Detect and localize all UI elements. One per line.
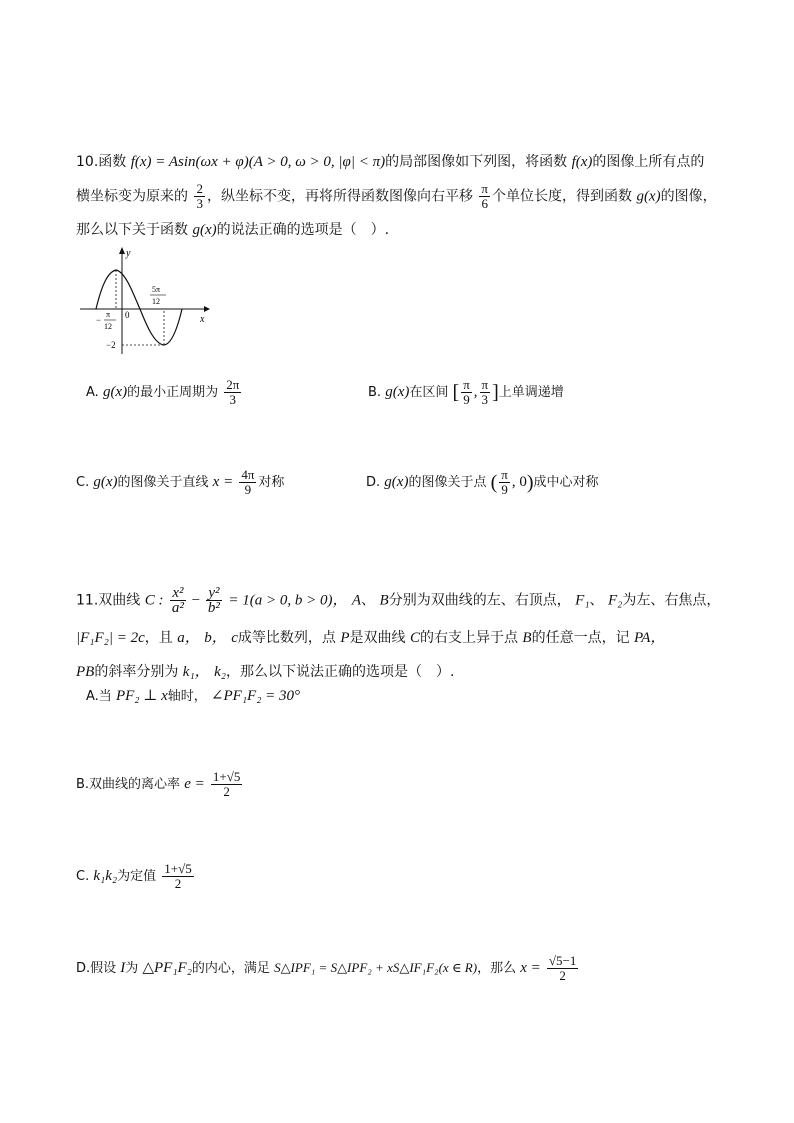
frac-num: 4π — [241, 467, 255, 482]
frac-den: 2 — [223, 784, 230, 799]
frac-num: 2π — [226, 377, 240, 392]
option-text: ，那么 — [477, 961, 517, 976]
frac-den: 3 — [481, 392, 489, 407]
option-text: 为 — [125, 961, 139, 976]
q10-gx: g(x) — [192, 222, 217, 238]
incenter-i: I — [120, 960, 126, 976]
q11-text: 是双曲线 — [349, 630, 406, 646]
triangle-expr: △PF₁F₂ — [142, 960, 192, 976]
area-equation: S△IPF₁ = S△IPF₂ + xS△IF₁F₂(x ∈ R) — [274, 960, 478, 975]
left-bracket: [ — [452, 381, 460, 404]
q11-text: ，那么以下说法正确的选项是（ ）. — [225, 664, 455, 680]
angle-expr: ∠PF₁F₂ = 30° — [210, 688, 301, 704]
frac-den: 9 — [501, 482, 508, 497]
origin-label: 0 — [125, 310, 130, 320]
option-label: B. — [368, 385, 382, 400]
option-label: C. — [76, 869, 90, 884]
q10-text: 的说法正确的选项是（ ）. — [216, 222, 390, 238]
eccentricity-eq: e = — [184, 776, 205, 792]
q11-line-3 — [76, 662, 454, 682]
curve-name: C : — [144, 592, 164, 609]
frac-num: π — [501, 467, 508, 482]
q10-function-expr: f(x) = Asin(ωx + φ)(A > 0, ω > 0, |φ| < π) — [130, 154, 386, 170]
point-p: P — [340, 630, 350, 646]
q10-text: 个单位长度，得到函数 — [491, 188, 632, 205]
fraction-golden — [162, 862, 193, 891]
q10-gx: g(x) — [636, 188, 661, 205]
frac-den: 3 — [229, 392, 237, 407]
q11-text: 的右支上异于点 — [419, 630, 518, 646]
line-pb: PB — [76, 664, 95, 680]
option-label: B.双曲线的离心率 — [76, 777, 181, 792]
q11-number: 11.双曲线 — [76, 592, 141, 609]
minus-sign: − — [187, 592, 204, 609]
sine-curve — [96, 270, 182, 345]
q10-gx: g(x) — [93, 474, 118, 490]
frac-den: 9 — [463, 392, 470, 407]
point-b: B — [522, 630, 532, 646]
q10-text: ，纵坐标不变，再将所得函数图像向右平移 — [206, 188, 473, 205]
q11-text: 分别为双曲线的左、右顶点， — [388, 592, 571, 609]
q10-sine-graph — [76, 244, 216, 356]
q10-option-c[interactable] — [76, 468, 284, 497]
q11-option-c[interactable] — [76, 862, 196, 891]
frac-num: 1+√5 — [212, 769, 241, 784]
right-bracket: ] — [492, 381, 499, 404]
right-tick-num: 5π — [152, 285, 161, 294]
frac-den: 6 — [481, 196, 488, 211]
frac-num: π — [481, 181, 488, 196]
fraction-pi-9 — [461, 378, 472, 407]
frac-num: π — [463, 377, 470, 392]
frac-den: a² — [171, 600, 184, 616]
q10-gx: g(x) — [102, 384, 128, 400]
x-label: x — [200, 314, 205, 325]
frac-den: 2 — [559, 968, 566, 983]
fraction-x2-a2 — [170, 586, 186, 615]
fraction-golden — [211, 770, 242, 799]
x-eq: x = — [520, 960, 541, 976]
q10-option-d[interactable] — [366, 468, 599, 497]
q10-number: 10.函数 — [76, 154, 127, 170]
point-b: B — [379, 592, 389, 609]
fraction-2pi-3 — [224, 378, 241, 407]
option-label: C. — [76, 475, 90, 490]
slope-k1: k₁， — [182, 664, 210, 680]
q10-text: 的图像上所有点的 — [592, 154, 705, 170]
left-paren: ( — [490, 471, 498, 494]
option-text: 成中心对称 — [533, 475, 599, 490]
point-tail: , 0 — [511, 474, 527, 490]
q11-option-b[interactable] — [76, 770, 244, 799]
q10-text: 的图像， — [660, 188, 717, 205]
q10-fx: f(x) — [571, 154, 593, 170]
frac-den: 2 — [174, 876, 182, 891]
q10-option-a[interactable] — [86, 378, 243, 407]
var-a: a， — [177, 630, 200, 646]
fraction-2-3 — [194, 182, 205, 211]
comma: , — [473, 384, 478, 400]
frac-den: b² — [207, 600, 220, 616]
option-text: 的最小正周期为 — [127, 385, 219, 400]
focus-f1: F₁ — [575, 592, 590, 609]
right-paren: ) — [526, 471, 534, 494]
q11-text: ，且 — [144, 630, 173, 646]
fraction-4pi-9 — [239, 468, 256, 497]
x-axis-arrow — [204, 306, 210, 312]
fraction-pi-9 — [499, 468, 510, 497]
equation-tail: = 1(a > 0, b > 0)， — [228, 592, 348, 609]
frac-num: √5−1 — [548, 953, 577, 968]
min-label: −2 — [106, 340, 116, 350]
separator: 、 — [589, 592, 604, 609]
y-axis-arrow — [119, 247, 125, 254]
var-c: c — [231, 630, 238, 646]
option-text: 对称 — [258, 475, 285, 490]
q10-text: 那么以下关于函数 — [76, 222, 188, 238]
option-label: A. — [86, 385, 99, 400]
option-text: 在区间 — [409, 385, 449, 400]
var-b: b， — [204, 630, 227, 646]
focal-distance-eq: |F₁F₂| = 2c — [76, 630, 145, 646]
left-tick-sign: − — [96, 315, 102, 325]
slope-product: k₁k₂ — [93, 868, 118, 884]
option-label: D. — [366, 475, 381, 490]
frac-num: x² — [170, 586, 186, 601]
q10-option-b[interactable] — [368, 378, 564, 407]
right-tick-den: 12 — [152, 297, 160, 306]
option-text: 的图像关于直线 — [117, 475, 209, 490]
q11-option-d[interactable] — [76, 954, 580, 983]
option-text: 上单调递增 — [498, 385, 564, 400]
equation-x: x = — [212, 474, 234, 490]
q10-line-1 — [76, 152, 704, 172]
q10-gx: g(x) — [385, 384, 410, 400]
q10-line-2 — [76, 182, 717, 211]
option-text: 的图像关于点 — [408, 475, 487, 490]
frac-num: π — [481, 377, 489, 392]
q11-text: 的斜率分别为 — [94, 664, 179, 680]
fraction-pi-6 — [479, 182, 490, 211]
q10-gx: g(x) — [384, 474, 409, 490]
separator: 、 — [361, 592, 376, 609]
y-label: y — [126, 248, 131, 259]
frac-num: 1+√5 — [164, 861, 192, 876]
q11-text: 为左、右焦点， — [622, 592, 721, 609]
perp-condition: PF₂ ⊥ x — [115, 688, 168, 704]
q11-option-a[interactable] — [86, 686, 300, 707]
option-text: 的内心，满足 — [191, 961, 270, 976]
fraction-root5-minus-1 — [547, 954, 578, 983]
frac-num: y² — [206, 586, 222, 601]
option-label: A.当 — [86, 689, 112, 704]
fraction-pi-3 — [480, 378, 491, 407]
fraction-y2-b2 — [206, 586, 222, 615]
q11-line-2 — [76, 628, 665, 648]
option-text: 轴时， — [167, 689, 207, 704]
q11-line-1 — [76, 586, 720, 615]
option-text: 为定值 — [117, 869, 157, 884]
frac-den: 9 — [244, 482, 252, 497]
q11-text: 的任意一点，记 — [531, 630, 630, 646]
q10-line-3 — [76, 220, 389, 240]
line-pa: PA， — [634, 630, 666, 646]
q10-text: 的局部图像如下列图，将函数 — [385, 154, 568, 170]
point-a: A — [351, 592, 362, 609]
left-tick-den: 12 — [104, 322, 112, 331]
option-label: D.假设 — [76, 961, 117, 976]
q10-text: 横坐标变为原来的 — [76, 188, 188, 205]
q11-text: 成等比数列，点 — [237, 630, 336, 646]
left-tick-num: π — [106, 310, 111, 319]
focus-f2: F₂ — [608, 592, 623, 609]
frac-num: 2 — [196, 181, 203, 196]
curve-c: C — [409, 630, 420, 646]
slope-k2: k₂ — [214, 664, 226, 680]
frac-den: 3 — [196, 196, 203, 211]
